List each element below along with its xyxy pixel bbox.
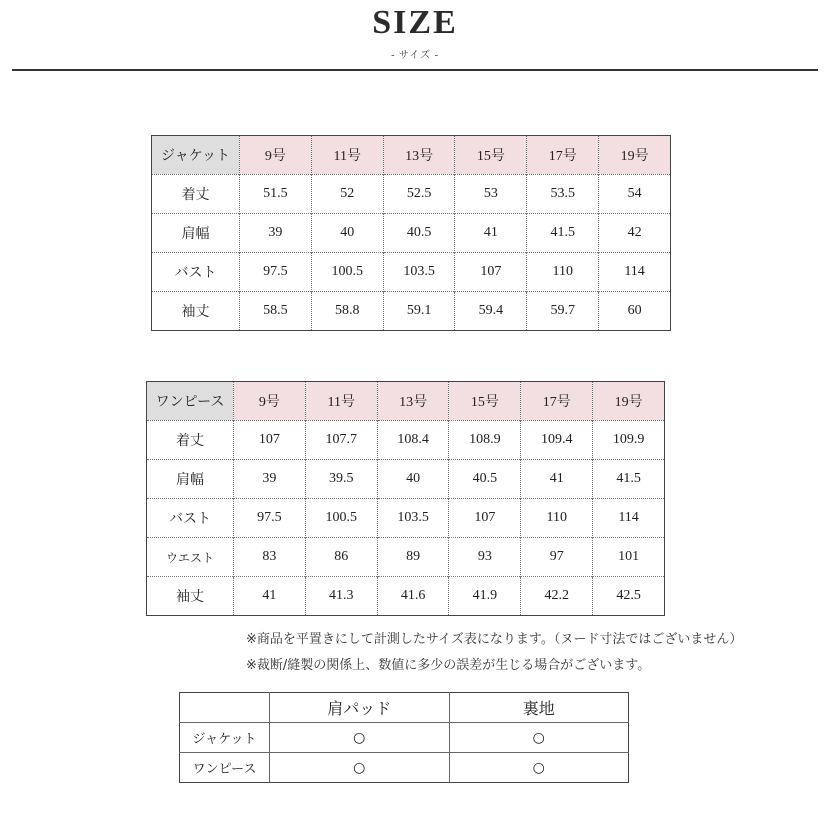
table-cell: 41.6	[377, 577, 449, 616]
table-cell: 110	[527, 253, 599, 292]
dress-size-header: 17号	[521, 382, 593, 421]
table-cell: ○	[270, 753, 450, 783]
row-label: 着丈	[152, 175, 240, 214]
page-title: SIZE	[372, 4, 458, 41]
table-cell: 39	[234, 460, 306, 499]
table-cell: 108.4	[377, 421, 449, 460]
row-label: 肩幅	[147, 460, 234, 499]
dress-size-header: 15号	[449, 382, 521, 421]
table-cell: 107	[234, 421, 306, 460]
table-row	[147, 538, 665, 577]
table-cell: 59.4	[455, 292, 527, 331]
table-cell: 41	[455, 214, 527, 253]
row-label: 肩幅	[152, 214, 240, 253]
tolerance-note: ※裁断/縫製の関係上、数値に多少の誤差が生じる場合がございます。	[246, 658, 651, 673]
table-cell: 83	[234, 538, 306, 577]
table-cell: 97	[521, 538, 593, 577]
jacket-size-header: 19号	[599, 136, 671, 175]
measurement-note: ※商品を平置きにして計測したサイズ表になります。（ヌード寸法ではございません）	[246, 632, 743, 647]
table-cell: 42	[599, 214, 671, 253]
table-cell: 41.3	[305, 577, 377, 616]
table-row	[147, 499, 665, 538]
table-cell: 41	[234, 577, 306, 616]
shoulder-pad-header: 肩パッド	[270, 693, 450, 723]
jacket-size-header: 13号	[383, 136, 455, 175]
table-cell: 52.5	[383, 175, 455, 214]
table-row	[180, 723, 629, 753]
table-row	[152, 214, 671, 253]
table-cell: 107	[455, 253, 527, 292]
jacket-header-row	[152, 136, 671, 175]
table-cell: 58.8	[311, 292, 383, 331]
table-cell: 40	[311, 214, 383, 253]
options-header-row	[180, 693, 629, 723]
dress-header-row	[147, 382, 665, 421]
title-divider	[12, 69, 818, 71]
row-label: バスト	[147, 499, 234, 538]
dress-table-corner: ワンピース	[147, 382, 234, 421]
table-cell: 39	[240, 214, 312, 253]
table-cell: 52	[311, 175, 383, 214]
dress-size-header: 13号	[377, 382, 449, 421]
table-cell: 42.2	[521, 577, 593, 616]
table-cell: 41.9	[449, 577, 521, 616]
table-row	[152, 175, 671, 214]
table-cell: 101	[593, 538, 665, 577]
jacket-table-corner: ジャケット	[152, 136, 240, 175]
jacket-size-header: 9号	[240, 136, 312, 175]
table-cell: 59.1	[383, 292, 455, 331]
table-cell: 40.5	[449, 460, 521, 499]
table-cell: 107	[449, 499, 521, 538]
row-label: 着丈	[147, 421, 234, 460]
table-cell: 86	[305, 538, 377, 577]
table-cell: 97.5	[234, 499, 306, 538]
table-cell: 54	[599, 175, 671, 214]
table-cell: 89	[377, 538, 449, 577]
table-row	[152, 292, 671, 331]
table-row	[180, 753, 629, 783]
row-label: ジャケット	[180, 723, 270, 753]
jacket-size-table	[151, 135, 671, 331]
table-cell: 109.4	[521, 421, 593, 460]
table-cell: 53	[455, 175, 527, 214]
table-cell: 58.5	[240, 292, 312, 331]
table-cell: 110	[521, 499, 593, 538]
table-cell: 53.5	[527, 175, 599, 214]
table-cell: ○	[270, 723, 450, 753]
dress-size-header: 9号	[234, 382, 306, 421]
table-cell: 41.5	[593, 460, 665, 499]
table-cell: ○	[449, 753, 629, 783]
table-row	[147, 460, 665, 499]
table-cell: 97.5	[240, 253, 312, 292]
row-label: 袖丈	[152, 292, 240, 331]
dress-size-header: 19号	[593, 382, 665, 421]
table-cell: 103.5	[377, 499, 449, 538]
table-cell: 40.5	[383, 214, 455, 253]
table-cell: 40	[377, 460, 449, 499]
table-row	[147, 577, 665, 616]
jacket-size-header: 15号	[455, 136, 527, 175]
page-subtitle: - サイズ -	[391, 50, 439, 61]
table-cell: 41	[521, 460, 593, 499]
table-cell: 39.5	[305, 460, 377, 499]
table-cell: 100.5	[305, 499, 377, 538]
table-cell: ○	[449, 723, 629, 753]
jacket-size-header: 11号	[311, 136, 383, 175]
table-cell: 103.5	[383, 253, 455, 292]
options-table	[179, 692, 629, 783]
table-cell: 93	[449, 538, 521, 577]
table-cell: 51.5	[240, 175, 312, 214]
table-cell: 114	[599, 253, 671, 292]
options-corner	[180, 693, 270, 723]
table-cell: 107.7	[305, 421, 377, 460]
table-cell: 60	[599, 292, 671, 331]
table-cell: 109.9	[593, 421, 665, 460]
table-cell: 100.5	[311, 253, 383, 292]
dress-size-table	[146, 381, 665, 616]
row-label: 袖丈	[147, 577, 234, 616]
row-label: ウエスト	[147, 538, 234, 577]
table-cell: 108.9	[449, 421, 521, 460]
table-cell: 59.7	[527, 292, 599, 331]
table-row	[152, 253, 671, 292]
row-label: バスト	[152, 253, 240, 292]
jacket-size-header: 17号	[527, 136, 599, 175]
table-cell: 114	[593, 499, 665, 538]
lining-header: 裏地	[449, 693, 629, 723]
dress-size-header: 11号	[305, 382, 377, 421]
table-row	[147, 421, 665, 460]
table-cell: 41.5	[527, 214, 599, 253]
row-label: ワンピース	[180, 753, 270, 783]
table-cell: 42.5	[593, 577, 665, 616]
